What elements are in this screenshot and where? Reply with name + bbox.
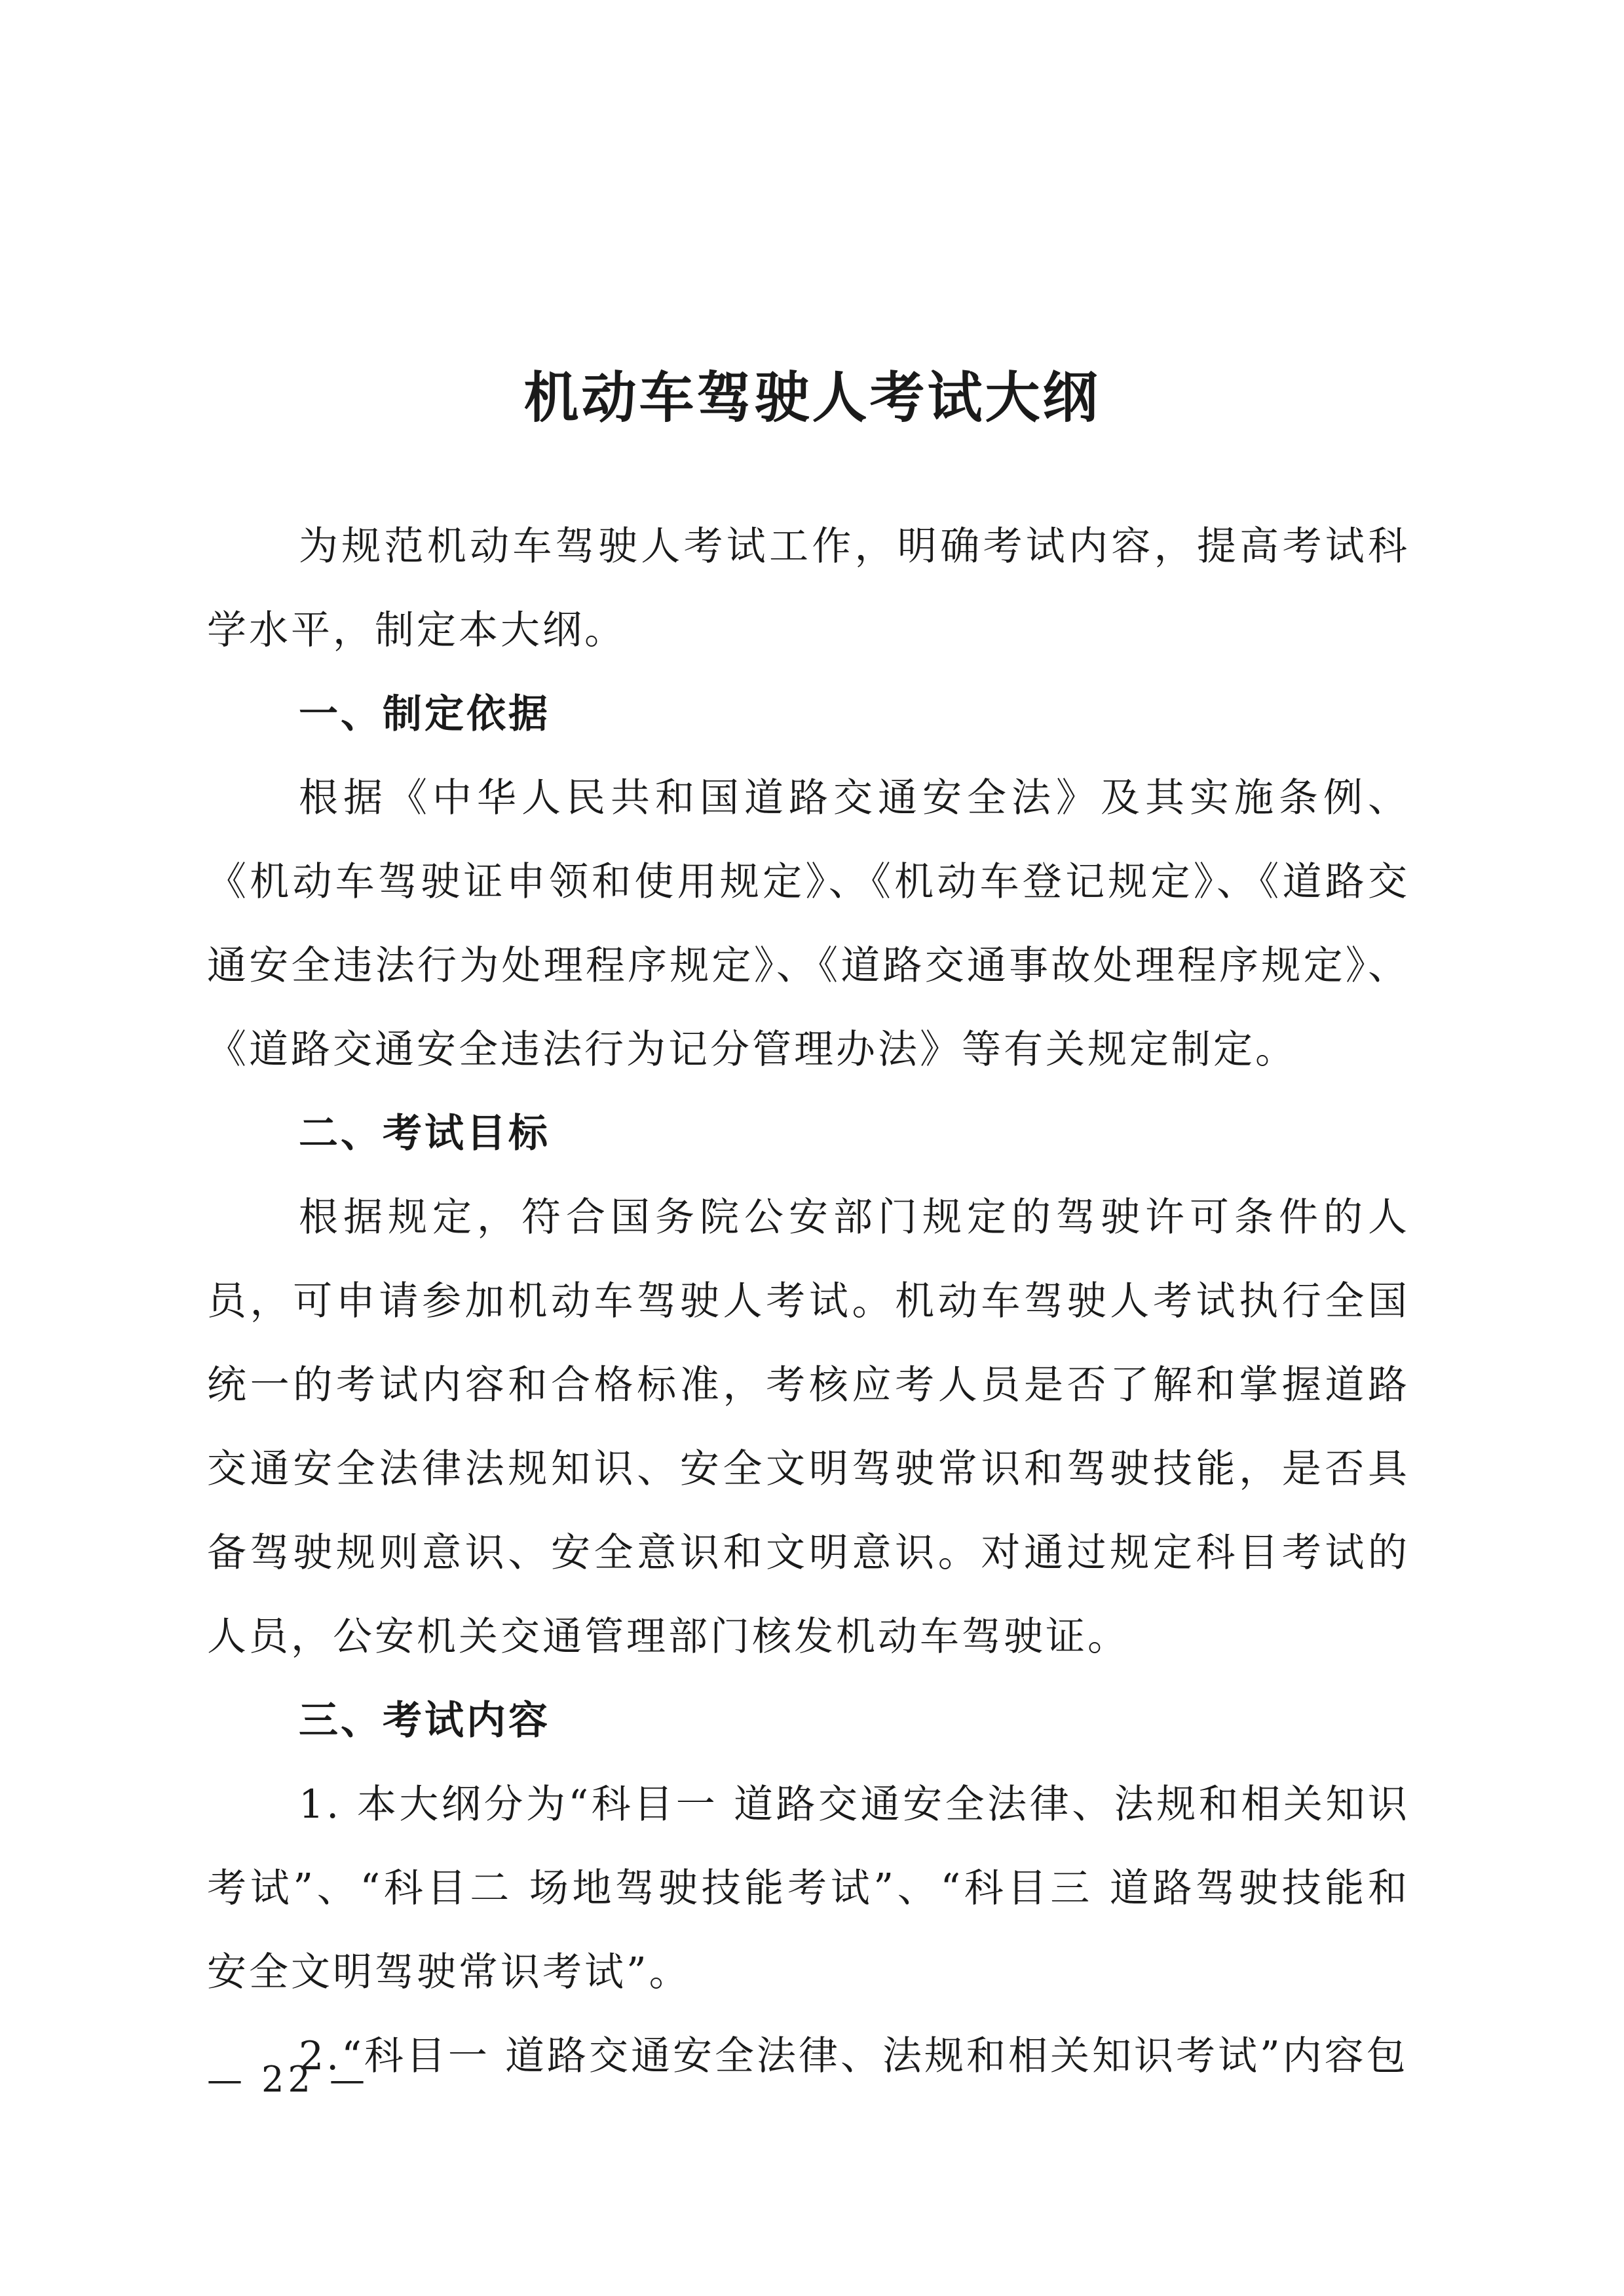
section-content-paragraph-2: 2.“科目一 道路交通安全法律、法规和相关知识考试”内容包 bbox=[299, 2033, 1408, 2079]
section-heading-content: 三、考试内容 bbox=[299, 1698, 550, 1744]
section-content-paragraph-1: 1. 本大纲分为“科目一 道路交通安全法律、法规和相关知识考试”、“科目二 场地驾驶技能考试”、“科目三 道路驾驶技能和安全文明驾驶常识考试”。 bbox=[207, 1782, 1410, 1995]
document-body bbox=[207, 505, 1410, 2098]
section-basis-paragraph: 根据《中华人民共和国道路交通安全法》及其实施条例、《机动车驾驶证申领和使用规定》、《机动车登记规定》、《道路交通安全违法行为处理程序规定》、《道路交通事故处理程序规定》、《道路交通安全违法行为记分管理办法》等有关规定制定。 bbox=[207, 775, 1410, 1073]
page-number: — 22 — bbox=[207, 2059, 369, 2100]
intro-paragraph: 为规范机动车驾驶人考试工作，明确考试内容，提高考试科学水平，制定本大纲。 bbox=[207, 524, 1410, 653]
section-heading-basis: 一、制定依据 bbox=[299, 691, 550, 737]
section-heading-objective: 二、考试目标 bbox=[299, 1111, 550, 1157]
document-title: 机动车驾驶人考试大纲 bbox=[523, 366, 1101, 430]
section-objective-paragraph: 根据规定，符合国务院公安部门规定的驾驶许可条件的人员，可申请参加机动车驾驶人考试。机动车驾驶人考试执行全国统一的考试内容和合格标准，考核应考人员是否了解和掌握道路交通安全法律法规知识、安全文明驾驶常识和驾驶技能，是否具备驾驶规则意识、安全意识和文明意识。对通过规定科目考试的人员，公安机关交通管理部门核发机动车驾驶证。 bbox=[207, 1195, 1410, 1660]
